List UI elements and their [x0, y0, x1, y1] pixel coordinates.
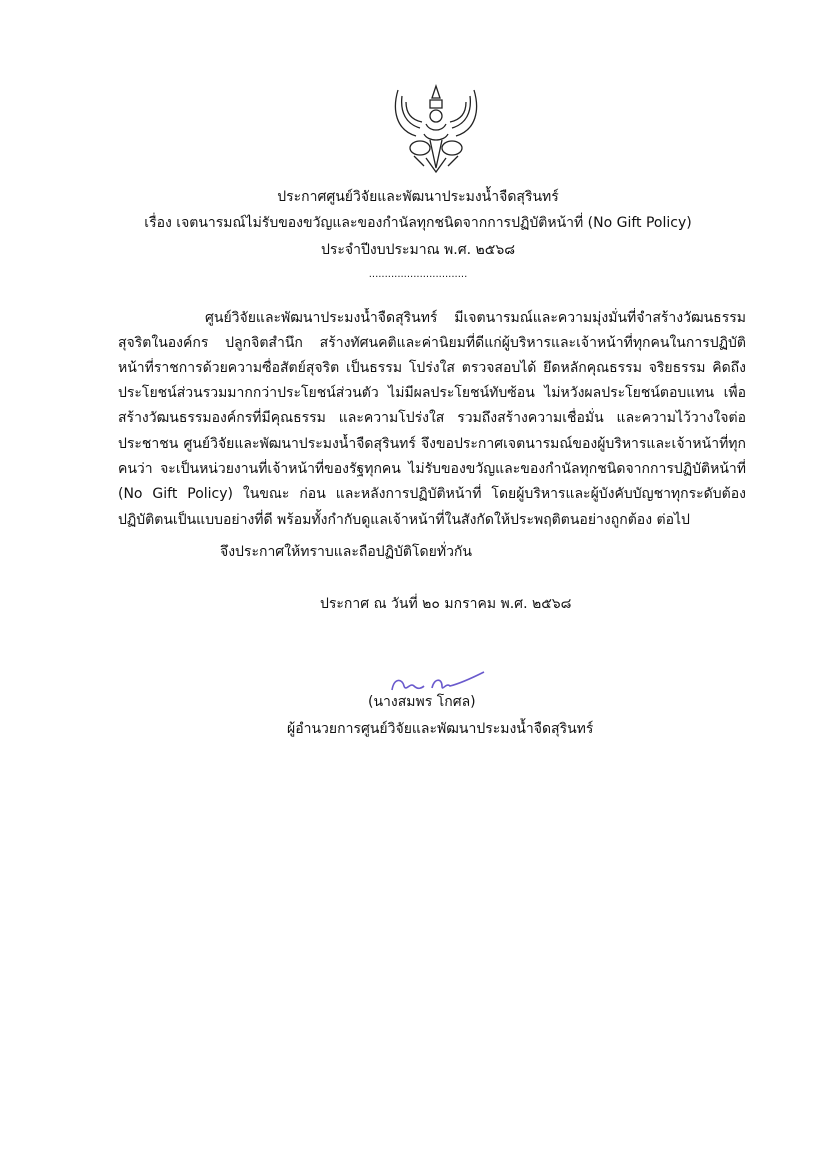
- signer-position: ผู้อำนวยการศูนย์วิจัยและพัฒนาประมงน้ำจืดสุรินทร์: [287, 721, 594, 737]
- announcement-date: ประกาศ ณ วันที่ ๒๐ มกราคม พ.ศ. ๒๕๖๘: [320, 596, 572, 612]
- body-line: (No Gift Policy) ในขณะ ก่อน และหลังการปฏิบัติหน้าที่ โดยผู้บริหารและผู้บังคับบัญชาทุกระดับต้อง: [118, 486, 746, 502]
- separator-dots: ...............................: [368, 269, 468, 280]
- closing-statement: จึงประกาศให้ทราบและถือปฏิบัติโดยทั่วกัน: [220, 544, 472, 560]
- body-line: ปฏิบัติตนเป็นแบบอย่างที่ดี พร้อมทั้งกำกับดูแลเจ้าหน้าที่ในสังกัดให้ประพฤติตนอย่างถูกต้อง ต่อไป: [118, 512, 690, 528]
- announcement-title: ประกาศศูนย์วิจัยและพัฒนาประมงน้ำจืดสุรินทร์: [277, 189, 559, 205]
- body-line: ประโยชน์ส่วนรวมมากกว่าประโยชน์ส่วนตัว ไม่มีผลประโยชน์ทับซ้อน ไม่หวังผลประโยชน์ตอบแทน เพื่อ: [118, 385, 746, 401]
- body-line: ศูนย์วิจัยและพัฒนาประมงน้ำจืดสุรินทร์ มีเจตนารมณ์และความมุ่งมั่นที่จำสร้างวัฒนธรรม: [205, 310, 746, 326]
- body-line: ประชาชน ศูนย์วิจัยและพัฒนาประมงน้ำจืดสุรินทร์ จึงขอประกาศเจตนารมณ์ของผู้บริหารและเจ้าหน้าที่ทุก: [118, 436, 746, 452]
- body-line: สร้างวัฒนธรรมองค์กรที่มีคุณธรรม และความโปร่งใส รวมถึงสร้างความเชื่อมั่น และความไว้วางใจต่อ: [118, 410, 746, 426]
- announcement-subject: เรื่อง เจตนารมณ์ไม่รับของขวัญและของกำนัลทุกชนิดจากการปฏิบัติหน้าที่ (No Gift Policy): [144, 215, 692, 231]
- fiscal-year: ประจำปีงบประมาณ พ.ศ. ๒๕๖๘: [320, 242, 516, 258]
- garuda-emblem-icon: [390, 80, 482, 175]
- signer-name: (นางสมพร โกศล): [368, 694, 476, 710]
- body-line: คนว่า จะเป็นหน่วยงานที่เจ้าหน้าที่ของรัฐทุกคน ไม่รับของขวัญและของกำนัลทุกชนิดจากการปฏิบัติหน้าที่: [118, 461, 746, 477]
- body-line: สุจริตในองค์กร ปลูกจิตสำนึก สร้างทัศนคติและค่านิยมที่ดีแก่ผู้บริหารและเจ้าหน้าที่ทุกคนในการปฏิบัติ: [118, 335, 746, 351]
- body-line: หน้าที่ราชการด้วยความซื่อสัตย์สุจริต เป็นธรรม โปร่งใส ตรวจสอบได้ ยึดหลักคุณธรรม จริยธรรม คิดถึง: [118, 360, 746, 376]
